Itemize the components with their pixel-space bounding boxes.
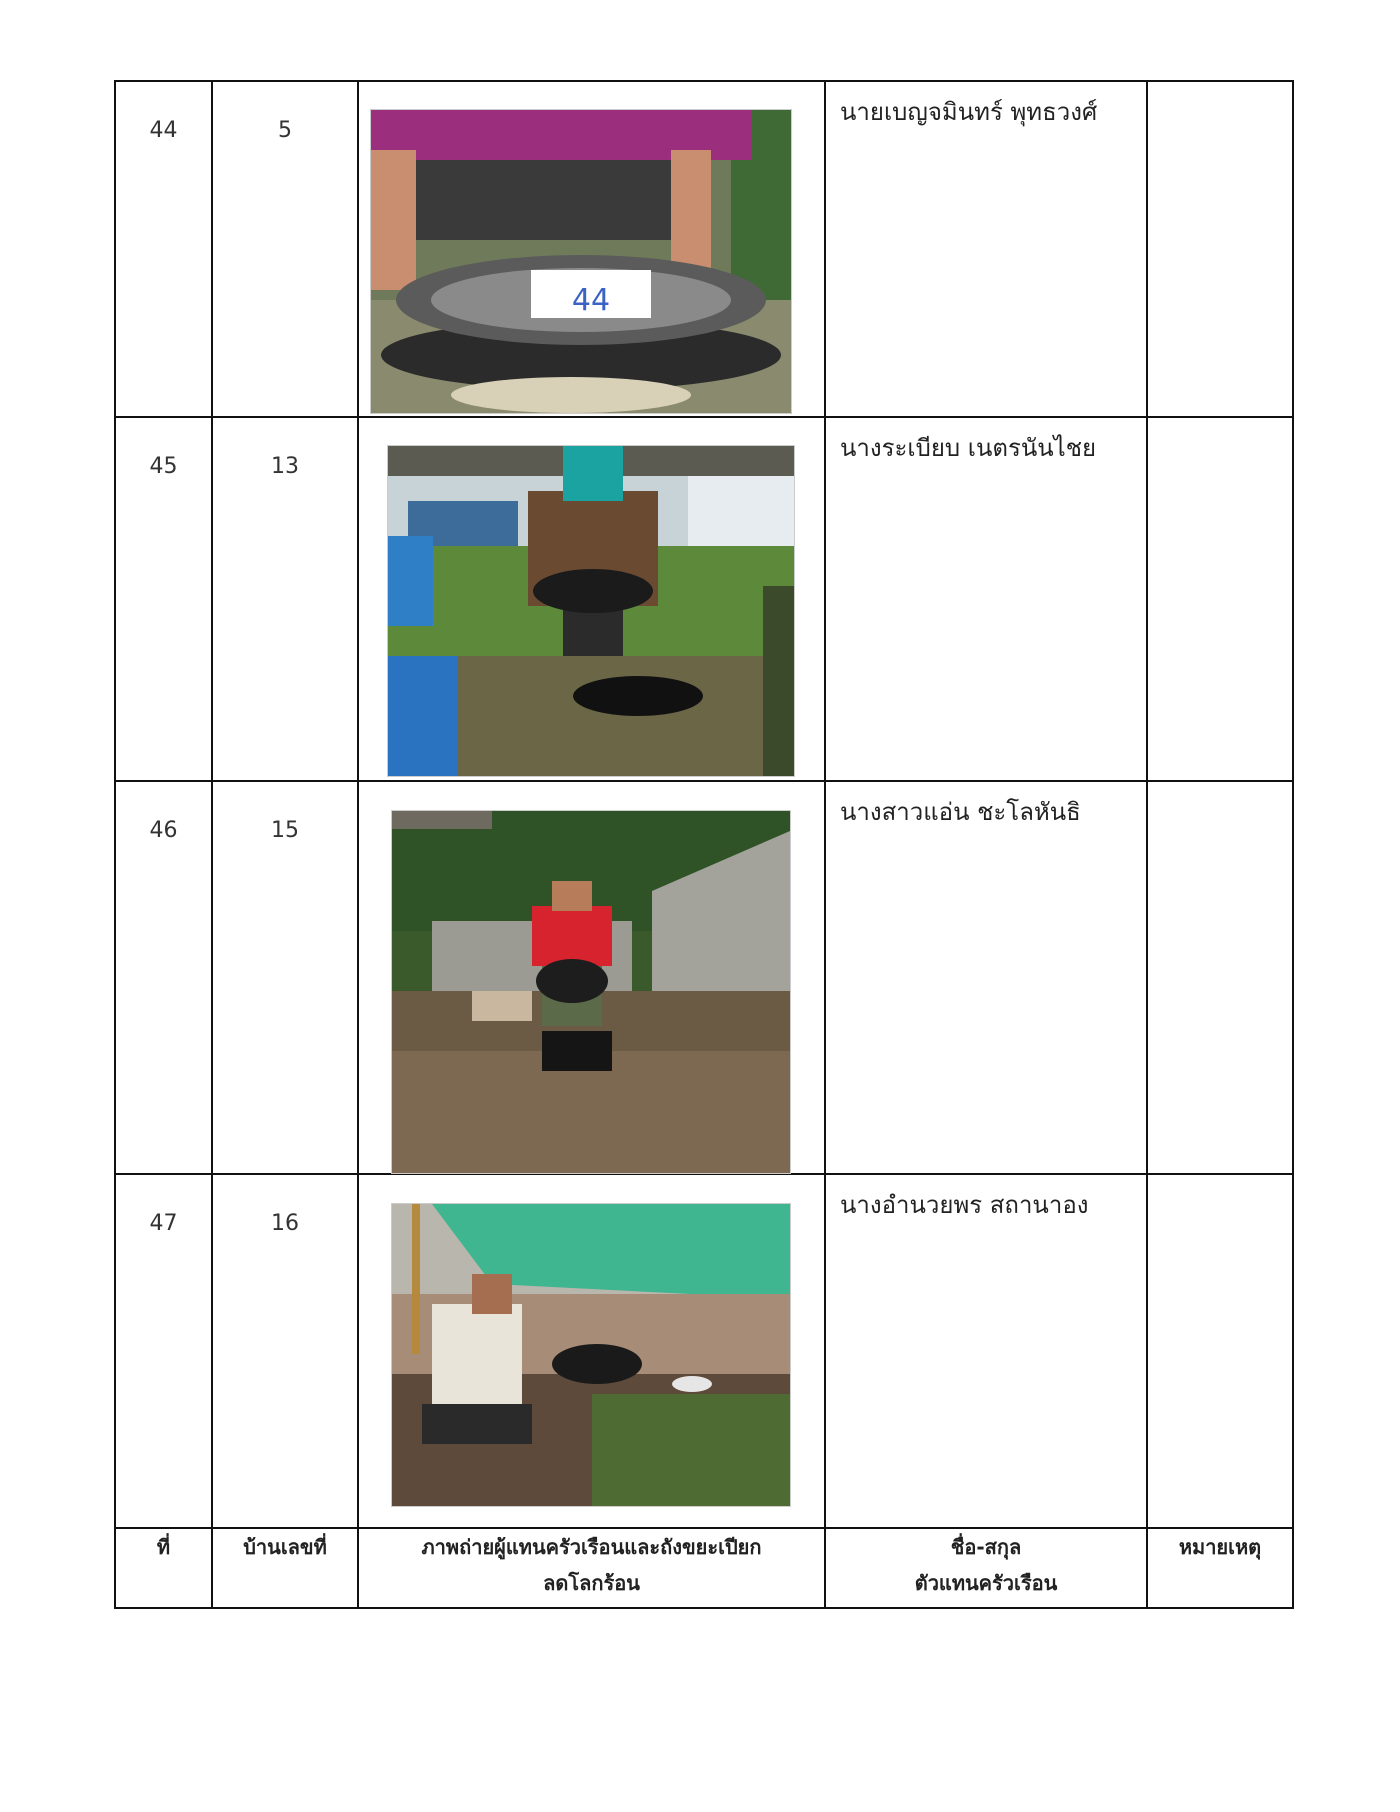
header-photo [358,1528,825,1608]
photo-man-holding-bin-lid-icon [371,110,791,413]
header-photo-line1: ภาพถ่ายผู้แทนครัวเรือนและถังขยะเปียก [421,1535,762,1559]
photo-cell [358,81,825,417]
photo-woman-holding-bin-lid-icon [388,446,794,776]
header-photo-line2: ลดโลกร้อน [543,1571,640,1595]
row-number: 44 [115,81,212,417]
table-header-row [115,1528,1293,1608]
row-number: 46 [115,781,212,1174]
photo-man-holding-bin-lid-icon [392,811,790,1173]
house-number: 16 [212,1174,358,1528]
house-number: 13 [212,417,358,781]
table-row [115,781,1293,1174]
photo-sign-number: 44 [571,283,611,318]
header-name-line1: ชื่อ-สกุล [950,1535,1022,1559]
household-photo [370,109,792,414]
photo-man-kneeling-by-bin-icon [392,1204,790,1506]
photo-cell [358,1174,825,1528]
remark-cell [1147,1174,1293,1528]
header-no: ที่ [115,1528,212,1608]
header-house-number: บ้านเลขที่ [212,1528,358,1608]
house-number: 5 [212,81,358,417]
table-row [115,81,1293,417]
row-number: 45 [115,417,212,781]
remark-cell [1147,417,1293,781]
representative-name: นางสาวแอ่น ชะโลหันธิ [825,781,1147,1174]
remark-cell [1147,81,1293,417]
row-number: 47 [115,1174,212,1528]
photo-cell [358,417,825,781]
household-photo [387,445,795,777]
representative-name: นางอำนวยพร สถานาอง [825,1174,1147,1528]
header-name-line2: ตัวแทนครัวเรือน [914,1571,1058,1595]
table-row [115,417,1293,781]
representative-name: นางระเบียบ เนตรนันไชย [825,417,1147,781]
header-remark: หมายเหตุ [1147,1528,1293,1608]
household-photo [391,1203,791,1507]
photo-cell [358,781,825,1174]
table-row [115,1174,1293,1528]
household-photo [391,810,791,1174]
house-number: 15 [212,781,358,1174]
household-table [114,80,1294,1609]
header-name [825,1528,1147,1608]
representative-name: นายเบญจมินทร์ พุทธวงศ์ [825,81,1147,417]
remark-cell [1147,781,1293,1174]
